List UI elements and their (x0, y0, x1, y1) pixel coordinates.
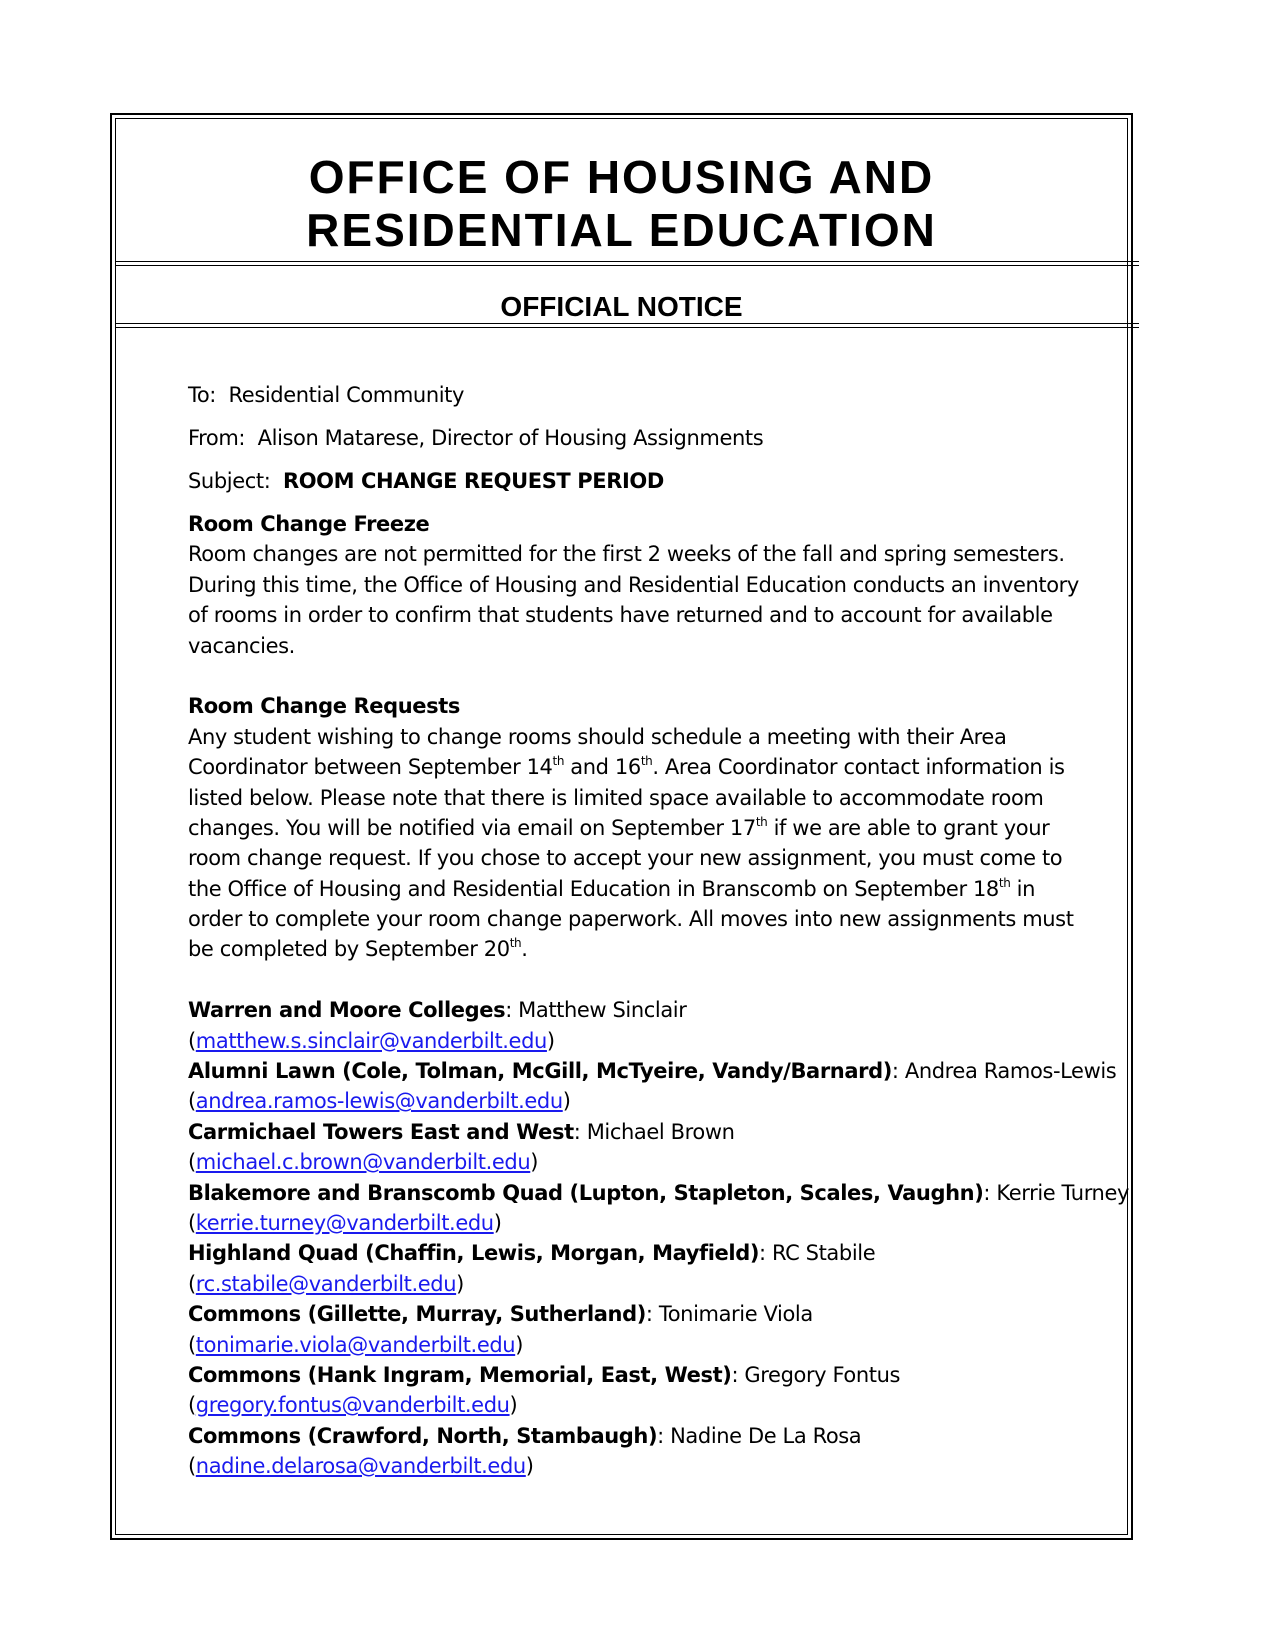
freeze-line: of rooms in order to confirm that students have returned and to account for available (188, 603, 1053, 628)
contact-item: Commons (Gillette, Murray, Sutherland): Tonimarie Viola (tonimarie.viola@vanderbilt.edu) (188, 1302, 813, 1357)
contact-email-link[interactable]: rc.stabile@vanderbilt.edu (195, 1271, 457, 1296)
contact-area: Blakemore and Branscomb Quad (Lupton, Stapleton, Scales, Vaughn) (188, 1180, 984, 1205)
contact-name: Kerrie Turney (996, 1180, 1130, 1205)
contact-list (188, 995, 1130, 1481)
contact-name: Nadine De La Rosa (670, 1423, 862, 1448)
official-notice-heading: OFFICIAL NOTICE (500, 291, 743, 322)
spacer (188, 661, 1088, 691)
contact-item: Warren and Moore Colleges: Matthew Sinclair (matthew.s.sinclair@vanderbilt.edu) (188, 998, 687, 1053)
contact-item: Commons (Hank Ingram, Memorial, East, West): Gregory Fontus (gregory.fontus@vanderbilt.edu) (188, 1362, 901, 1418)
contact-email-link[interactable]: gregory.fontus@vanderbilt.edu (195, 1393, 510, 1418)
contact-area: Commons (Hank Ingram, Memorial, East, West) (188, 1362, 732, 1387)
contact-email-link[interactable]: kerrie.turney@vanderbilt.edu (195, 1210, 494, 1235)
requests-line: the Office of Housing and Residential Education in Branscomb on September 18th in (188, 875, 1036, 901)
divider-bottom-2 (115, 327, 1139, 328)
requests-line: Coordinator between September 14th and 16th. Area Coordinator contact information is (188, 754, 1065, 780)
contact-area: Commons (Gillette, Murray, Sutherland) (188, 1302, 646, 1327)
contact-item: Blakemore and Branscomb Quad (Lupton, Stapleton, Scales, Vaughn): Kerrie Turney (kerrie.turney@vanderbilt.edu) (188, 1180, 1130, 1235)
title-line-1: OFFICE OF HOUSING AND (308, 151, 935, 203)
contact-email-link[interactable]: tonimarie.viola@vanderbilt.edu (195, 1332, 516, 1357)
requests-line: room change request. If you chose to accept your new assignment, you must come to (188, 846, 1063, 871)
contact-name: RC Stabile (771, 1241, 876, 1266)
divider-top-1 (115, 261, 1139, 262)
contact-item: Highland Quad (Chaffin, Lewis, Morgan, Mayfield): RC Stabile (rc.stabile@vanderbilt.edu) (188, 1241, 876, 1296)
freeze-line: vacancies. (188, 633, 295, 658)
contact-name: Gregory Fontus (744, 1362, 901, 1387)
memo-from: From: Alison Matarese, Director of Housing Assignments (188, 426, 764, 450)
contact-item: Commons (Crawford, North, Stambaugh): Nadine De La Rosa (nadine.delarosa@vanderbilt.edu) (188, 1423, 862, 1479)
contact-name: Andrea Ramos-Lewis (904, 1059, 1117, 1084)
contact-item: Carmichael Towers East and West: Michael Brown (michael.c.brown@vanderbilt.edu) (188, 1119, 735, 1175)
freeze-line: During this time, the Office of Housing and Residential Education conducts an inventory (188, 572, 1079, 597)
notice-body (188, 380, 1130, 1482)
freeze-heading: Room Change Freeze (188, 512, 430, 536)
contact-email-link[interactable]: nadine.delarosa@vanderbilt.edu (195, 1454, 526, 1479)
contact-name: Michael Brown (586, 1119, 735, 1144)
memo-subject: Subject: ROOM CHANGE REQUEST PERIOD (188, 469, 664, 493)
divider-top-2 (115, 265, 1139, 266)
contact-area: Commons (Crawford, North, Stambaugh) (188, 1423, 658, 1448)
page-title (115, 151, 1128, 257)
memo-to: To: Residential Community (188, 383, 465, 407)
freeze-line: Room changes are not permitted for the first 2 weeks of the fall and spring semesters. (188, 542, 1065, 567)
requests-line: listed below. Please note that there is limited space available to accommodate room (188, 785, 1044, 810)
requests-line: order to complete your room change paperwork. All moves into new assignments must (188, 907, 1074, 932)
contact-email-link[interactable]: andrea.ramos-lewis@vanderbilt.edu (195, 1089, 563, 1114)
contact-name: Tonimarie Viola (658, 1302, 813, 1327)
requests-line: be completed by September 20th. (188, 936, 528, 962)
contact-area: Highland Quad (Chaffin, Lewis, Morgan, Mayfield) (188, 1241, 760, 1266)
contact-area: Warren and Moore Colleges (188, 998, 506, 1023)
contact-name: Matthew Sinclair (518, 998, 687, 1023)
contact-email-link[interactable]: michael.c.brown@vanderbilt.edu (195, 1150, 531, 1175)
requests-heading: Room Change Requests (188, 694, 460, 719)
spacer (188, 965, 1088, 995)
contact-area: Carmichael Towers East and West (188, 1119, 574, 1144)
contact-item: Alumni Lawn (Cole, Tolman, McGill, McTyeire, Vandy/Barnard): Andrea Ramos-Lewis (andrea.ramos-lewis@vanderbilt.edu) (188, 1059, 1117, 1114)
requests-line: changes. You will be notified via email on September 17th if we are able to grant your (188, 814, 1050, 840)
title-line-2: RESIDENTIAL EDUCATION (306, 204, 937, 256)
contact-area: Alumni Lawn (Cole, Tolman, McGill, McTyeire, Vandy/Barnard) (188, 1059, 892, 1084)
contact-email-link[interactable]: matthew.s.sinclair@vanderbilt.edu (195, 1028, 547, 1053)
requests-line: Any student wishing to change rooms should schedule a meeting with their Area (188, 724, 1007, 749)
